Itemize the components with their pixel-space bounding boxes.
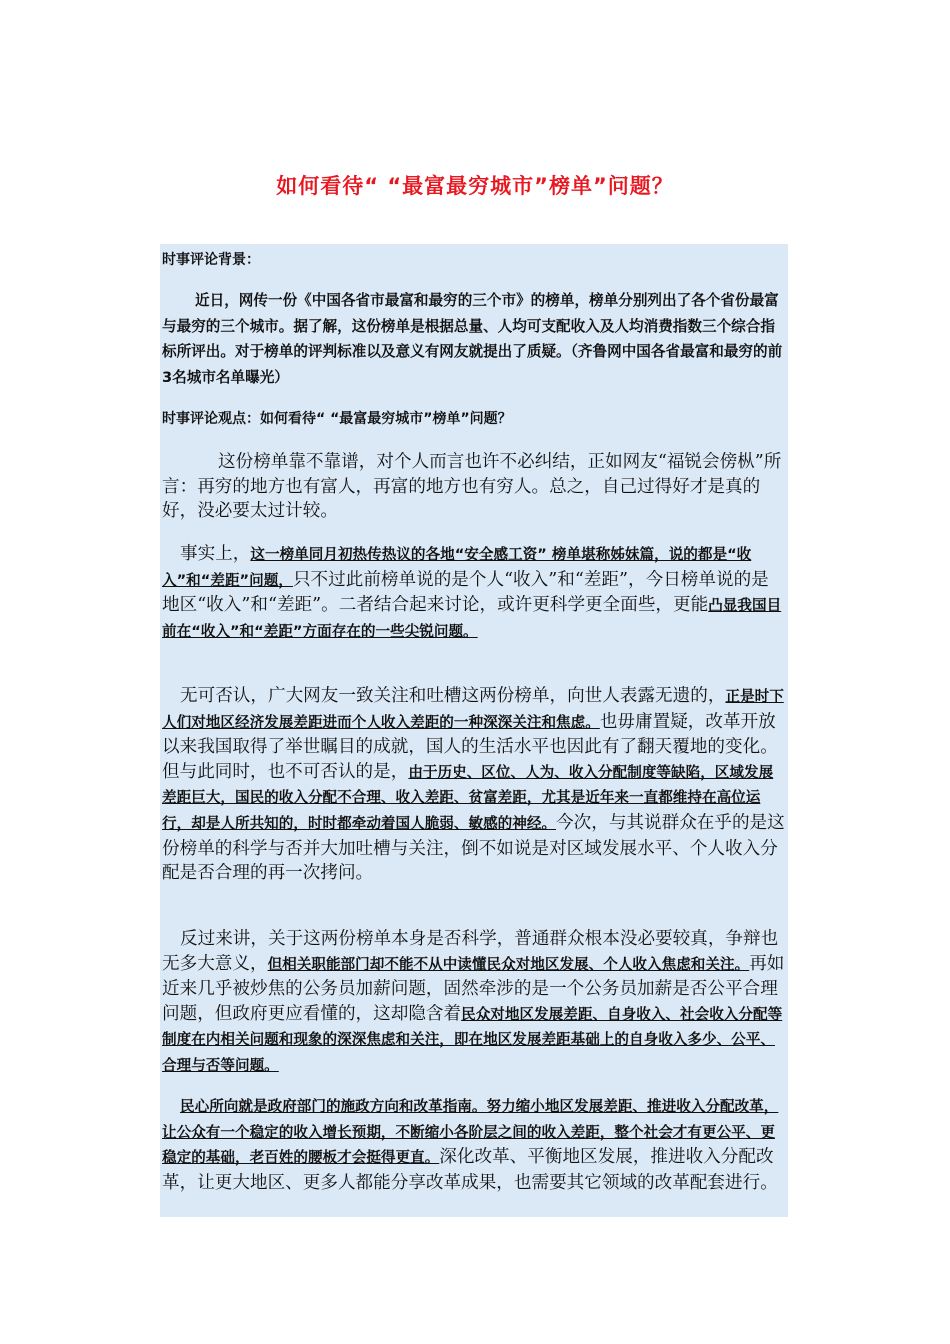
highlight-text: 正是时下人们对地区经济发展差距进而个人收入差距的一种深深关注和焦虑。 (162, 688, 784, 731)
paragraph-2: 事实上，这一榜单同月初热传热议的各地“安全感工资” 榜单堪称姊妹篇，说的都是“收入”和“差距”问题，只不过此前榜单说的是个人“收入”和“差距”，今日榜单说的是地区“收入”和“差距”。二者结合起来讨论，或许更科学更全面些，更能凸显我国目前在“收入”和“差距”方面存在的一些尖锐问题。 (162, 544, 782, 640)
highlight-text: 凸显我国目前在“收入”和“差距”方面存在的一些尖锐问题。 (162, 597, 782, 640)
page-title: 如何看待“ “最富最穷城市”榜单”问题？ (276, 174, 674, 198)
paragraph-5: 民心所向就是政府部门的施政方向和改革指南。努力缩小地区发展差距、推进收入分配改革，让公众有一个稳定的收入增长预期，不断缩小各阶层之间的收入差距，整个社会才有更公平、更稳定的基础，老百姓的腰板才会挺得更直。深化改革、平衡地区发展，推进收入分配改革，让更大地区、更多人都能分享改革成果，也需要其它领域的改革配套进行。 (162, 1098, 779, 1193)
background-paragraph: 近日，网传一份《中国各省市最富和最穷的三个市》的榜单，榜单分别列出了各个省份最富与最穷的三个城市。据了解，这份榜单是根据总量、人均可支配收入及人均消费指数三个综合指标所评出。对于榜单的评判标准以及意义有网友就提出了质疑。（齐鲁网中国各省最富和最穷的前3名城市名单曝光） (162, 292, 783, 386)
highlight-text: 但相关职能部门却不能不从中读懂民众对地区发展、个人收入焦虑和关注。 (267, 955, 750, 973)
viewpoint-label: 时事评论观点：如何看待“ “最富最穷城市”榜单”问题？ (162, 411, 512, 427)
highlight-text: 这一榜单同月初热传热议的各地“安全感工资” 榜单堪称姊妹篇，说的都是“收入”和“差距”问题， (162, 546, 752, 589)
paragraph-1: 这份榜单靠不靠谱，对个人而言也许不必纠结，正如网友“福锐会傍枞”所言：再穷的地方也有富人，再富的地方也有穷人。总之，自己过得好才是真的好，没必要太过计较。 (162, 452, 782, 522)
background-label: 时事评论背景： (162, 252, 260, 268)
highlight-text: 民众对地区发展差距、自身收入、社会收入分配等制度在内相关问题和现象的深深焦虑和关注，即在地区发展差距基础上的自身收入多少、公平、合理与否等问题。 (162, 1005, 783, 1074)
paragraph-3: 无可否认，广大网友一致关注和吐槽这两份榜单，向世人表露无遗的，正是时下人们对地区经济发展差距进而个人收入差距的一种深深关注和焦虑。也毋庸置疑，改革开放以来我国取得了举世瞩目的成就，国人的生活水平也因此有了翻天覆地的变化。但与此同时，也不可否认的是，由于历史、区位、人为、收入分配制度等缺陷，区域发展差距巨大，国民的收入分配不合理、收入差距、贫富差距，尤其是近年来一直都维持在高位运行，却是人所共知的，时时都牵动着国人脆弱、敏感的神经。今次，与其说群众在乎的是这份榜单的科学与否并大加吐槽与关注，倒不如说是对区域发展水平、个人收入分配是否合理的再一次拷问。 (162, 686, 785, 884)
paragraph-4: 反过来讲，关于这两份榜单本身是否科学，普通群众根本没必要较真，争辩也无多大意义，但相关职能部门却不能不从中读懂民众对地区发展、个人收入焦虑和关注。再如近来几乎被炒焦的公务员加薪问题，固然牵涉的是一个公务员加薪是否公平合理问题，但政府更应看懂的，这却隐含着民众对地区发展差距、自身收入、社会收入分配等制度在内相关问题和现象的深深焦虑和关注，即在地区发展差距基础上的自身收入多少、公平、合理与否等问题。 (162, 929, 785, 1074)
highlight-text: 由于历史、区位、人为、收入分配制度等缺陷，区域发展差距巨大，国民的收入分配不合理、收入差距、贫富差距，尤其是近年来一直都维持在高位运行，却是人所共知的，时时都牵动着国人脆弱、敏感的神经。 (162, 763, 774, 832)
highlight-text: 民心所向就是政府部门的施政方向和改革指南。努力缩小地区发展差距、推进收入分配改革，让公众有一个稳定的收入增长预期，不断缩小各阶层之间的收入差距，整个社会才有更公平、更稳定的基础，老百姓的腰板才会挺得更直。 (162, 1098, 779, 1167)
